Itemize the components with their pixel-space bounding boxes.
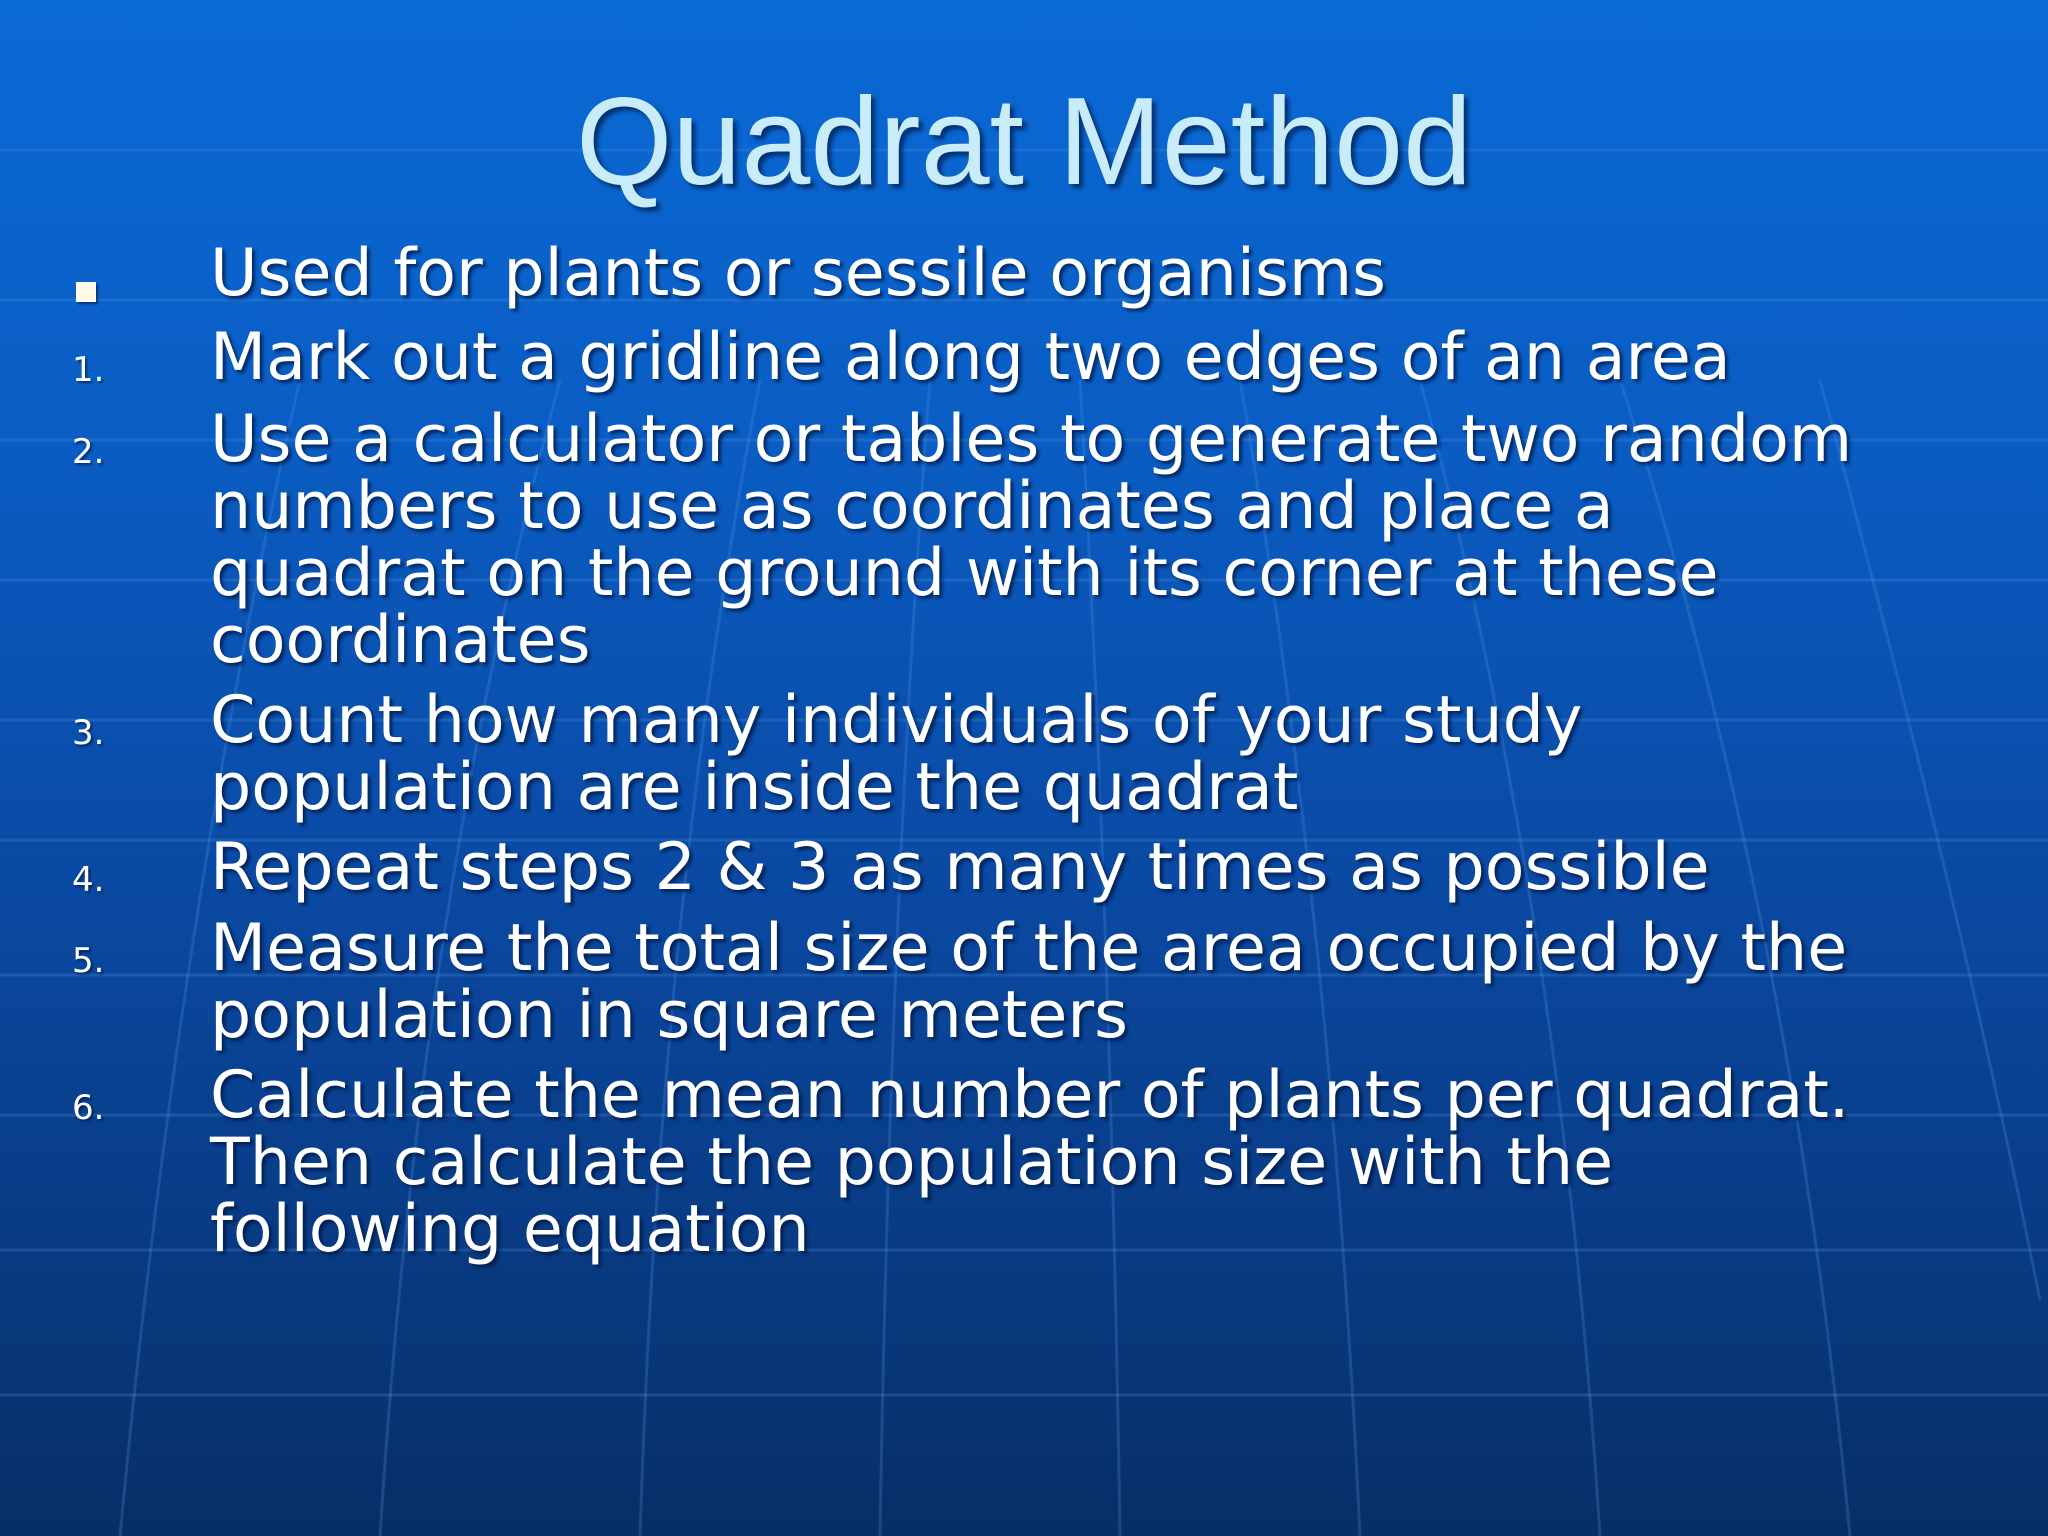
list-item-text: Mark out a gridline along two edges of an area xyxy=(210,320,1731,395)
list-item-number: 5. xyxy=(72,941,105,981)
list-item-text: Use a calculator or tables to generate two random numbers to use as coordinates and place a quadrat on the ground with its corner at these coordinates xyxy=(210,402,1853,678)
square-bullet-icon xyxy=(76,282,96,302)
list-item-number: 3. xyxy=(72,713,105,753)
slide-title: Quadrat Method xyxy=(575,73,1473,211)
list-item-text: Used for plants or sessile organisms xyxy=(210,236,1386,311)
list-item-number: 6. xyxy=(72,1088,105,1128)
list-item-text: Measure the total size of the area occupied by the population in square meters xyxy=(210,911,1848,1053)
list-item-text: Calculate the mean number of plants per quadrat. Then calculate the population size with the following equation xyxy=(210,1058,1850,1267)
list-item-text: Repeat steps 2 & 3 as many times as possible xyxy=(210,830,1710,905)
list-item-number: 1. xyxy=(72,350,105,390)
list-item-number: 4. xyxy=(72,860,105,900)
list-item-number: 2. xyxy=(72,432,105,472)
list-item-text: Count how many individuals of your study population are inside the quadrat xyxy=(210,683,1583,825)
